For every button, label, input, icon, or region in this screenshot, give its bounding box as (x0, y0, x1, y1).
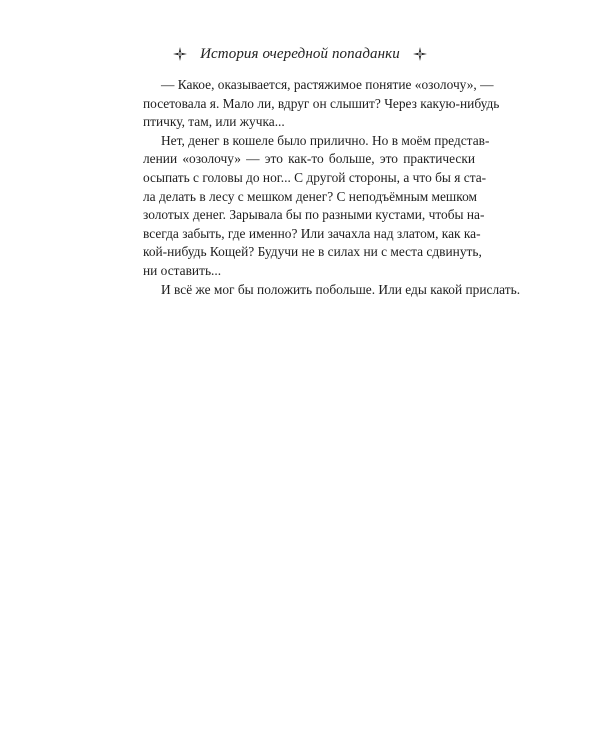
running-header (0, 42, 600, 66)
body-text (143, 76, 521, 299)
text-line: птичку, там, или жучка... (143, 114, 285, 130)
fleuron-icon (412, 46, 428, 62)
text-line: ни оставить... (143, 262, 222, 278)
text-line: ла делать в лесу с мешком денег? С неподъёмным мешком (143, 188, 477, 204)
text-line: кой-нибудь Кощей? Будучи не в силах ни с места сдвинуть, (143, 244, 482, 260)
fleuron-icon (172, 46, 188, 62)
text-line: золотых денег. Зарывала бы по разными кустами, чтобы на- (143, 207, 485, 223)
text-line: лении «озолочу» — это как-то больше, это практически (143, 151, 475, 167)
text-line: осыпать с головы до ног... С другой стороны, а что бы я ста- (143, 169, 487, 185)
running-title: История очередной попаданки (200, 45, 400, 62)
text-line: всегда забыть, где именно? Или зачахла над златом, как ка- (143, 225, 481, 241)
text-line: Нет, денег в кошеле было прилично. Но в моём представ- (161, 132, 490, 148)
text-line: И всё же мог бы положить побольше. Или еды какой прислать. (161, 281, 521, 297)
text-line: посетовала я. Мало ли, вдруг он слышит? Через какую-нибудь (143, 95, 500, 111)
text-line: — Какое, оказывается, растяжимое понятие «озолочу», — (161, 77, 494, 92)
